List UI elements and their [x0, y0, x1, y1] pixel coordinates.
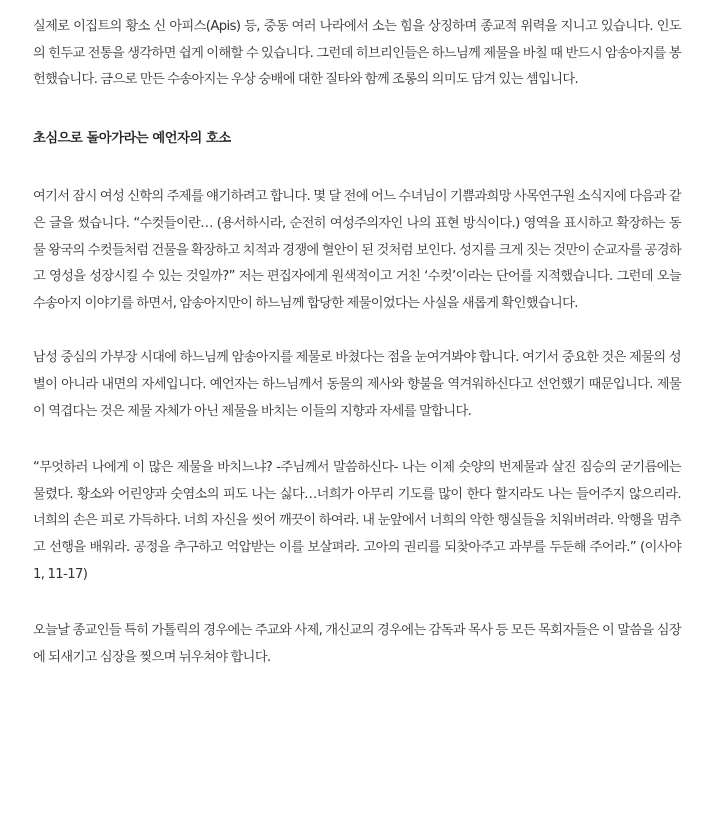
paragraph-feminist-theology: 여기서 잠시 여성 신학의 주제를 얘기하려고 합니다. 몇 달 전에 어느 수녀님이 기쁨과희망 사목연구원 소식지에 다음과 같은 글을 썼습니다. “수컷들이란… (용서하시라, 순전히 여성주의자인 나의 표현 방식이다.) 영역을 표시하고 확장하는 동물 왕국의 수컷들처럼 건물을 확장하고 치적과 경쟁에 혈안이 된 것처럼 보인다. 성지를 크게 짓는 것만이 순교자를 공경하고 영성을 성장시킬 수 있는 것일까?” 저는 편집자에게 원색적이고 거친 ‘수컷’이라는 단어를 지적했습니다. 그런데 오늘 수송아지 이야기를 하면서, 암송아지만이 하느님께 합당한 제물이었다는 사실을 새롭게 확인했습니다. [33, 189, 681, 311]
paragraph-inner-attitude: 남성 중심의 가부장 시대에 하느님께 암송아지를 제물로 바쳤다는 점을 눈여겨봐야 합니다. 여기서 중요한 것은 제물의 성별이 아니라 내면의 자세입니다. 예언자는 하느님께서 동물의 제사와 향불을 역겨워하신다고 선언했기 때문입니다. 제물이 역겹다는 것은 제물 자체가 아닌 제물을 바치는 이들의 지향과 자세를 말합니다. [33, 350, 681, 419]
paragraph-apis: 실제로 이집트의 황소 신 아피스(Apis) 등, 중동 여러 나라에서 소는 힘을 상징하며 종교적 위력을 지니고 있습니다. 인도의 힌두교 전통을 생각하면 쉽게 이해할 수 있습니다. 그런데 히브리인들은 하느님께 제물을 바칠 때 반드시 암송아지를 봉헌했습니다. 금으로 만든 수송아지는 우상 숭배에 대한 질타와 함께 조롱의 의미도 담겨 있는 셈입니다. [33, 19, 681, 88]
paragraph-isaiah-quote: “무엇하러 나에게 이 많은 제물을 바치느냐? -주님께서 말씀하신다- 나는 이제 숫양의 번제물과 살진 짐승의 굳기름에는 물렸다. 황소와 어린양과 숫염소의 피도 나는 싫다…너희가 아무리 기도를 많이 한다 할지라도 나는 들어주지 않으리라. 너희의 손은 피로 가득하다. 너희 자신을 씻어 깨끗이 하여라. 내 눈앞에서 너희의 악한 행실들을 치워버려라. 악행을 멈추고 선행을 배워라. 공정을 추구하고 억압받는 이를 보살펴라. 고아의 권리를 되찾아주고 과부를 두둔해 주어라.” (이사야 1, 11-17) [33, 460, 681, 582]
paragraph-conclusion: 오늘날 종교인들 특히 가톨릭의 경우에는 주교와 사제, 개신교의 경우에는 감독과 목사 등 모든 목회자들은 이 말씀을 심장에 되새기고 심장을 찢으며 뉘우쳐야 합니다. [33, 623, 681, 665]
paragraph-spacer [33, 94, 681, 126]
paragraph-spacer [33, 152, 681, 184]
paragraph-spacer [33, 588, 681, 618]
paragraph-spacer [33, 425, 681, 455]
paragraph-spacer [33, 317, 681, 345]
section-heading: 초심으로 돌아가라는 예언자의 호소 [33, 130, 231, 146]
article-body [33, 14, 681, 671]
